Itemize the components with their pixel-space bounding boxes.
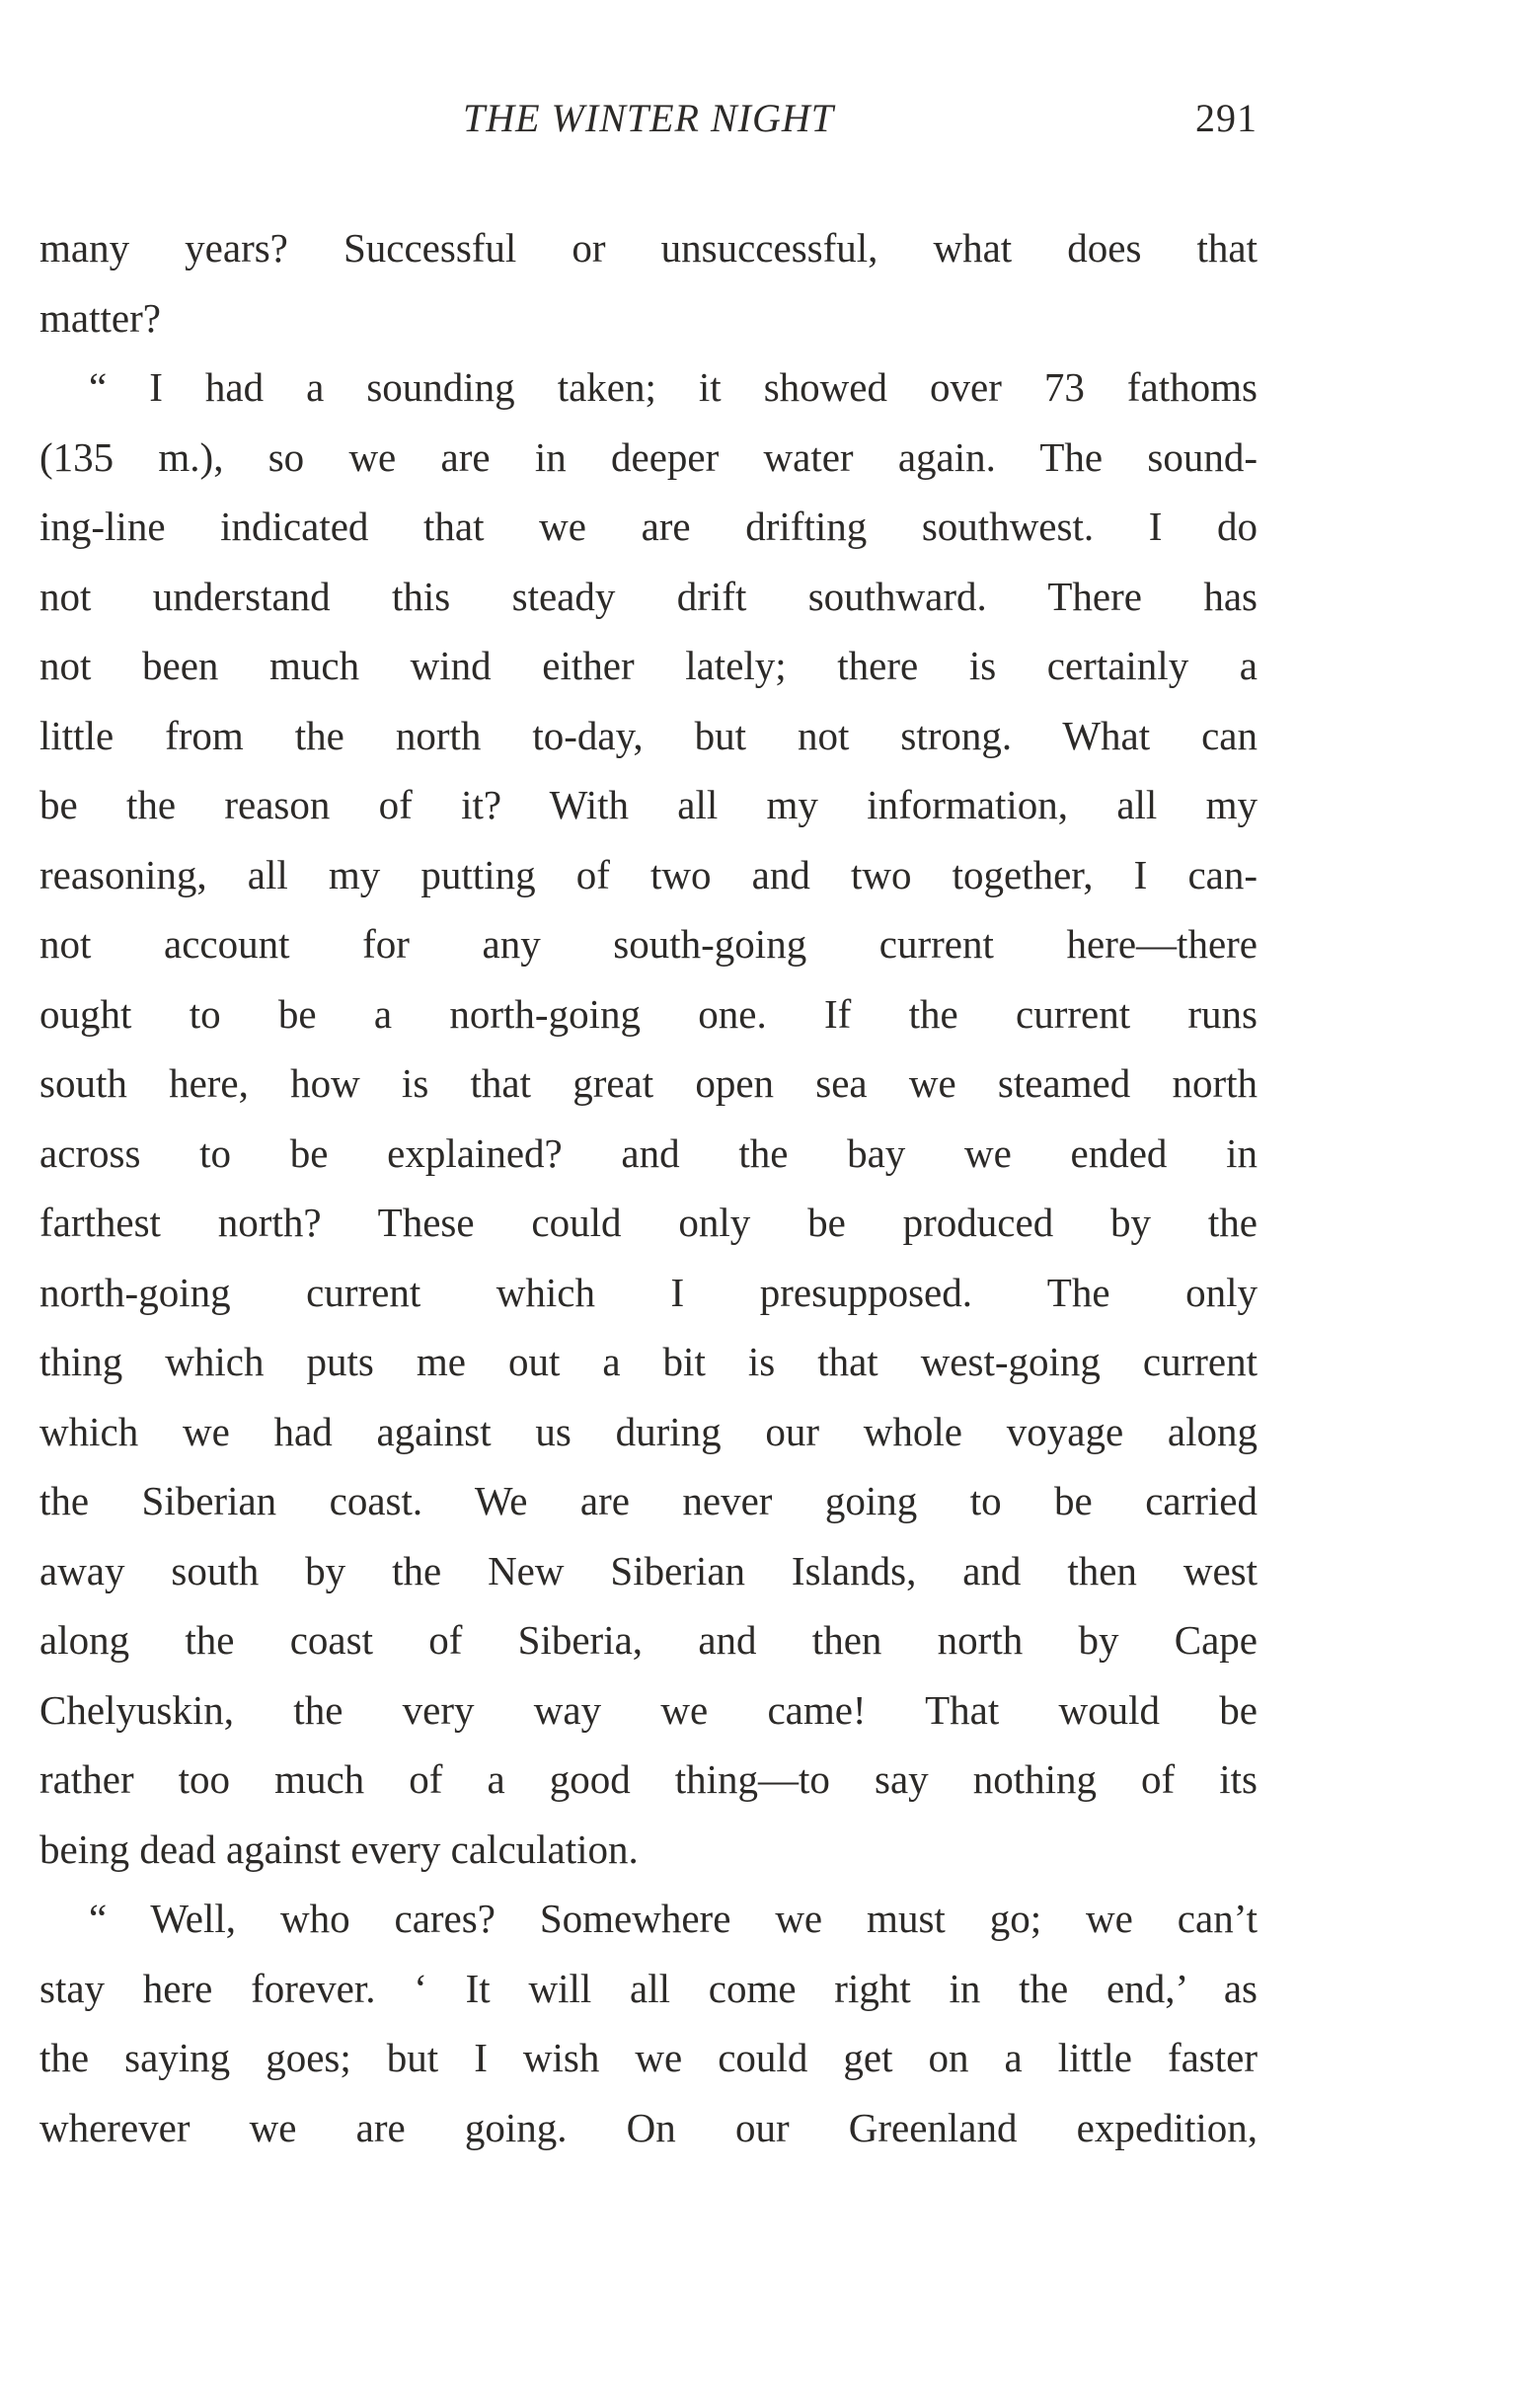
text-line: many years? Successful or unsuccessful, what does that	[39, 225, 1258, 271]
text-line: away south by the New Siberian Islands, and then west	[39, 1547, 1258, 1593]
text-line: not account for any south-going current here—there	[39, 921, 1258, 967]
running-head	[39, 95, 1258, 144]
text-line: north-going current which I presupposed. The only	[39, 1269, 1258, 1315]
text-line: stay here forever. ‘ It will all come right in the end,’ as	[39, 1965, 1258, 2011]
text-line: reasoning, all my putting of two and two together, I can-	[39, 851, 1258, 897]
running-title: THE WINTER NIGHT	[462, 96, 835, 140]
text-line: the saying goes; but I wish we could get on a little faster	[39, 2035, 1258, 2080]
text-line: south here, how is that great open sea we steamed north	[39, 1060, 1258, 1106]
body-text	[39, 213, 1258, 2162]
text-line: across to be explained? and the bay we ended in	[39, 1129, 1258, 1176]
text-line: ought to be a north-going one. If the current runs	[39, 990, 1258, 1037]
text-line: farthest north? These could only be produced by the	[39, 1200, 1258, 1245]
text-line: be the reason of it? With all my information, all my	[39, 782, 1258, 827]
text-line: which we had against us during our whole voyage along	[39, 1408, 1258, 1454]
text-line: thing which puts me out a bit is that west-going current	[39, 1339, 1258, 1384]
text-line: wherever we are going. On our Greenland expedition,	[39, 2104, 1258, 2150]
text-line: “ I had a sounding taken; it showed over 73 fathoms	[89, 364, 1258, 410]
text-line: not understand this steady drift southward. There has	[39, 573, 1258, 619]
text-line: little from the north to-day, but not strong. What can	[39, 712, 1258, 758]
text-line: matter?	[39, 294, 161, 341]
text-line: along the coast of Siberia, and then north by Cape	[39, 1617, 1258, 1663]
page-number: 291	[1195, 96, 1258, 140]
text-line: being dead against every calculation.	[39, 1825, 639, 1872]
text-line: (135 m.), so we are in deeper water again. The sound-	[39, 433, 1258, 480]
text-line: the Siberian coast. We are never going to be carried	[39, 1478, 1258, 1523]
text-line: rather too much of a good thing—to say nothing of its	[39, 1756, 1258, 1802]
text-line: not been much wind either lately; there is certainly a	[39, 643, 1258, 688]
text-line: Chelyuskin, the very way we came! That would be	[39, 1686, 1258, 1733]
text-line: ing-line indicated that we are drifting southwest. I do	[39, 504, 1258, 549]
text-line: “ Well, who cares? Somewhere we must go; we can’t	[89, 1896, 1258, 1941]
